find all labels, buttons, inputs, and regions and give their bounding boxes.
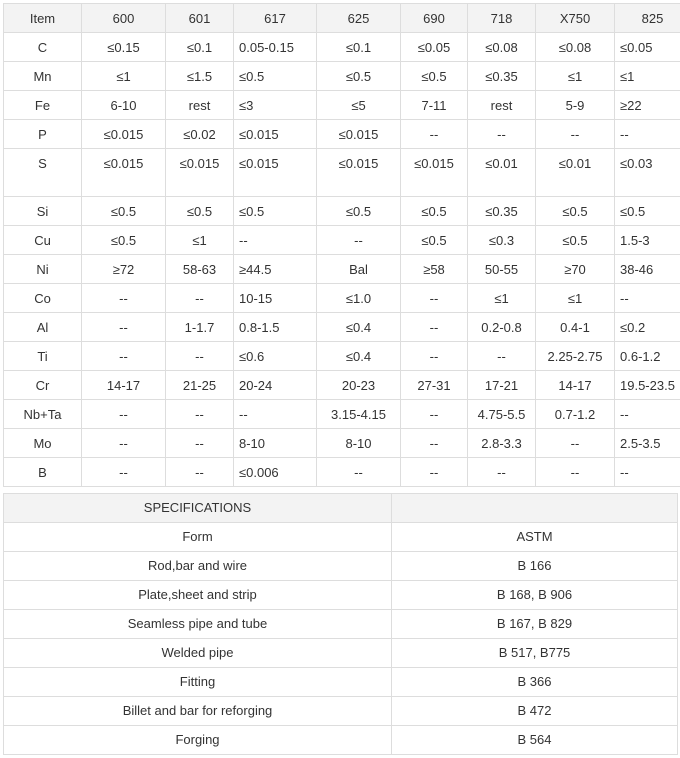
composition-value: ≤0.015: [166, 149, 234, 197]
composition-value: ≤0.5: [317, 62, 401, 91]
table-row: [4, 726, 678, 755]
alloy-header: 625: [317, 4, 401, 33]
composition-value: --: [468, 342, 536, 371]
table-row: [4, 120, 680, 149]
composition-value: ≤1: [536, 284, 615, 313]
composition-value: ≤0.5: [401, 197, 468, 226]
table-row: [4, 255, 680, 284]
composition-value: --: [468, 120, 536, 149]
composition-value: Bal: [317, 255, 401, 284]
composition-value: ≤0.5: [82, 226, 166, 255]
table-row: [4, 91, 680, 120]
composition-value: ≤1.0: [317, 284, 401, 313]
composition-value: --: [401, 284, 468, 313]
alloy-header: X750: [536, 4, 615, 33]
composition-value: --: [82, 400, 166, 429]
composition-value: 0.2-0.8: [468, 313, 536, 342]
composition-value: 8-10: [234, 429, 317, 458]
element-label: Al: [4, 313, 82, 342]
composition-value: ≤0.08: [536, 33, 615, 62]
composition-value: 17-21: [468, 371, 536, 400]
composition-value: ≤0.03: [615, 149, 680, 197]
table-row: [4, 226, 680, 255]
table-row: [4, 33, 680, 62]
composition-value: --: [401, 342, 468, 371]
composition-value: 0.8-1.5: [234, 313, 317, 342]
table-row: [4, 284, 680, 313]
composition-value: --: [401, 120, 468, 149]
alloy-header: 690: [401, 4, 468, 33]
element-label: Ni: [4, 255, 82, 284]
composition-value: 27-31: [401, 371, 468, 400]
specifications-table: [3, 493, 678, 755]
composition-value: 1-1.7: [166, 313, 234, 342]
composition-value: ≥22: [615, 91, 680, 120]
composition-value: rest: [468, 91, 536, 120]
form-cell: Billet and bar for reforging: [4, 697, 392, 726]
composition-value: ≤0.015: [234, 149, 317, 197]
composition-value: 8-10: [317, 429, 401, 458]
composition-value: --: [234, 226, 317, 255]
composition-value: 0.4-1: [536, 313, 615, 342]
composition-value: --: [536, 458, 615, 487]
composition-value: --: [401, 458, 468, 487]
composition-value: --: [166, 458, 234, 487]
table-row: [4, 400, 680, 429]
table-row: [4, 342, 680, 371]
composition-value: --: [82, 313, 166, 342]
composition-value: ≤0.5: [536, 197, 615, 226]
composition-value: rest: [166, 91, 234, 120]
alloy-header: 617: [234, 4, 317, 33]
composition-value: 0.05-0.15: [234, 33, 317, 62]
composition-value: ≥70: [536, 255, 615, 284]
composition-value: ≤0.05: [401, 33, 468, 62]
composition-header-row: [4, 4, 680, 33]
element-label: Cr: [4, 371, 82, 400]
composition-value: ≤5: [317, 91, 401, 120]
composition-value: --: [536, 429, 615, 458]
composition-value: --: [166, 342, 234, 371]
composition-value: ≤0.01: [536, 149, 615, 197]
composition-value: 38-46: [615, 255, 680, 284]
table-row: [4, 429, 680, 458]
form-cell: Plate,sheet and strip: [4, 581, 392, 610]
composition-value: --: [82, 284, 166, 313]
astm-cell: B 366: [392, 668, 678, 697]
composition-value: 20-24: [234, 371, 317, 400]
composition-value: ≤1: [82, 62, 166, 91]
form-cell: Rod,bar and wire: [4, 552, 392, 581]
composition-value: 0.7-1.2: [536, 400, 615, 429]
table-row: [4, 581, 678, 610]
composition-value: 2.5-3.5: [615, 429, 680, 458]
composition-value: ≤0.4: [317, 313, 401, 342]
composition-value: --: [166, 284, 234, 313]
astm-cell: B 167, B 829: [392, 610, 678, 639]
composition-value: 1.5-3: [615, 226, 680, 255]
composition-value: --: [82, 458, 166, 487]
composition-value: ≥58: [401, 255, 468, 284]
astm-header: ASTM: [392, 523, 678, 552]
composition-value: ≤0.5: [536, 226, 615, 255]
composition-value: ≤0.015: [234, 120, 317, 149]
composition-value: --: [615, 458, 680, 487]
alloy-header: 601: [166, 4, 234, 33]
composition-value: --: [615, 284, 680, 313]
astm-cell: B 517, B775: [392, 639, 678, 668]
composition-value: 4.75-5.5: [468, 400, 536, 429]
alloy-header: 718: [468, 4, 536, 33]
element-label: Si: [4, 197, 82, 226]
composition-value: 21-25: [166, 371, 234, 400]
element-label: P: [4, 120, 82, 149]
table-row: [4, 458, 680, 487]
table-row: [4, 197, 680, 226]
composition-value: 58-63: [166, 255, 234, 284]
table-row: [4, 552, 678, 581]
alloy-header: 825: [615, 4, 680, 33]
composition-value: 14-17: [82, 371, 166, 400]
element-label: S: [4, 149, 82, 197]
composition-value: --: [615, 400, 680, 429]
composition-value: ≤0.35: [468, 62, 536, 91]
composition-value: 50-55: [468, 255, 536, 284]
element-label: C: [4, 33, 82, 62]
composition-value: 5-9: [536, 91, 615, 120]
composition-value: ≤0.1: [317, 33, 401, 62]
composition-value: ≤0.5: [166, 197, 234, 226]
element-label: Ti: [4, 342, 82, 371]
element-label: Cu: [4, 226, 82, 255]
form-header: Form: [4, 523, 392, 552]
composition-value: ≤0.15: [82, 33, 166, 62]
composition-value: ≥44.5: [234, 255, 317, 284]
table-row: [4, 639, 678, 668]
composition-value: ≤1: [468, 284, 536, 313]
composition-value: ≤0.015: [317, 149, 401, 197]
table-row: [4, 313, 680, 342]
composition-value: ≤0.05: [615, 33, 680, 62]
composition-value: ≤1: [536, 62, 615, 91]
element-label: Mo: [4, 429, 82, 458]
element-label: Nb+Ta: [4, 400, 82, 429]
specifications-header-row: [4, 523, 678, 552]
composition-value: 20-23: [317, 371, 401, 400]
composition-value: ≤0.015: [82, 120, 166, 149]
composition-value: 14-17: [536, 371, 615, 400]
form-cell: Seamless pipe and tube: [4, 610, 392, 639]
table-row: [4, 610, 678, 639]
composition-value: --: [166, 429, 234, 458]
astm-cell: B 472: [392, 697, 678, 726]
composition-value: ≤0.02: [166, 120, 234, 149]
composition-value: 2.8-3.3: [468, 429, 536, 458]
composition-value: ≤0.01: [468, 149, 536, 197]
form-cell: Fitting: [4, 668, 392, 697]
composition-value: ≤0.4: [317, 342, 401, 371]
astm-cell: B 564: [392, 726, 678, 755]
element-label: B: [4, 458, 82, 487]
composition-value: ≥72: [82, 255, 166, 284]
composition-value: ≤0.5: [234, 197, 317, 226]
composition-value: --: [82, 342, 166, 371]
composition-value: ≤0.015: [82, 149, 166, 197]
composition-value: --: [615, 120, 680, 149]
composition-value: ≤0.5: [615, 197, 680, 226]
composition-value: --: [82, 429, 166, 458]
composition-value: ≤0.2: [615, 313, 680, 342]
element-label: Mn: [4, 62, 82, 91]
composition-value: ≤0.35: [468, 197, 536, 226]
table-row: [4, 149, 680, 197]
composition-value: ≤0.5: [82, 197, 166, 226]
composition-value: ≤0.015: [401, 149, 468, 197]
specifications-title-row: [4, 494, 678, 523]
composition-value: 2.25-2.75: [536, 342, 615, 371]
alloy-header: 600: [82, 4, 166, 33]
specifications-title-blank: [392, 494, 678, 523]
element-label: Fe: [4, 91, 82, 120]
composition-value: ≤3: [234, 91, 317, 120]
astm-cell: B 168, B 906: [392, 581, 678, 610]
composition-value: ≤1: [166, 226, 234, 255]
table-row: [4, 697, 678, 726]
composition-value: ≤0.3: [468, 226, 536, 255]
table-row: [4, 62, 680, 91]
composition-value: --: [234, 400, 317, 429]
form-cell: Welded pipe: [4, 639, 392, 668]
composition-value: --: [317, 458, 401, 487]
composition-value: 6-10: [82, 91, 166, 120]
element-label: Co: [4, 284, 82, 313]
specifications-title: SPECIFICATIONS: [4, 494, 392, 523]
composition-value: ≤0.5: [401, 226, 468, 255]
composition-value: --: [468, 458, 536, 487]
composition-value: ≤1.5: [166, 62, 234, 91]
composition-value: ≤0.5: [401, 62, 468, 91]
composition-value: 19.5-23.5: [615, 371, 680, 400]
composition-value: ≤0.08: [468, 33, 536, 62]
composition-value: ≤0.5: [317, 197, 401, 226]
composition-value: ≤0.015: [317, 120, 401, 149]
composition-value: 10-15: [234, 284, 317, 313]
composition-value: 7-11: [401, 91, 468, 120]
composition-value: --: [401, 313, 468, 342]
table-row: [4, 668, 678, 697]
composition-table: [3, 3, 680, 487]
composition-value: 0.6-1.2: [615, 342, 680, 371]
composition-value: 3.15-4.15: [317, 400, 401, 429]
composition-value: ≤0.5: [234, 62, 317, 91]
composition-value: --: [401, 429, 468, 458]
table-row: [4, 371, 680, 400]
composition-value: ≤0.1: [166, 33, 234, 62]
composition-value: --: [166, 400, 234, 429]
composition-value: --: [401, 400, 468, 429]
composition-value: ≤1: [615, 62, 680, 91]
composition-value: --: [317, 226, 401, 255]
item-header: Item: [4, 4, 82, 33]
form-cell: Forging: [4, 726, 392, 755]
composition-value: --: [536, 120, 615, 149]
composition-value: ≤0.6: [234, 342, 317, 371]
composition-value: ≤0.006: [234, 458, 317, 487]
astm-cell: B 166: [392, 552, 678, 581]
